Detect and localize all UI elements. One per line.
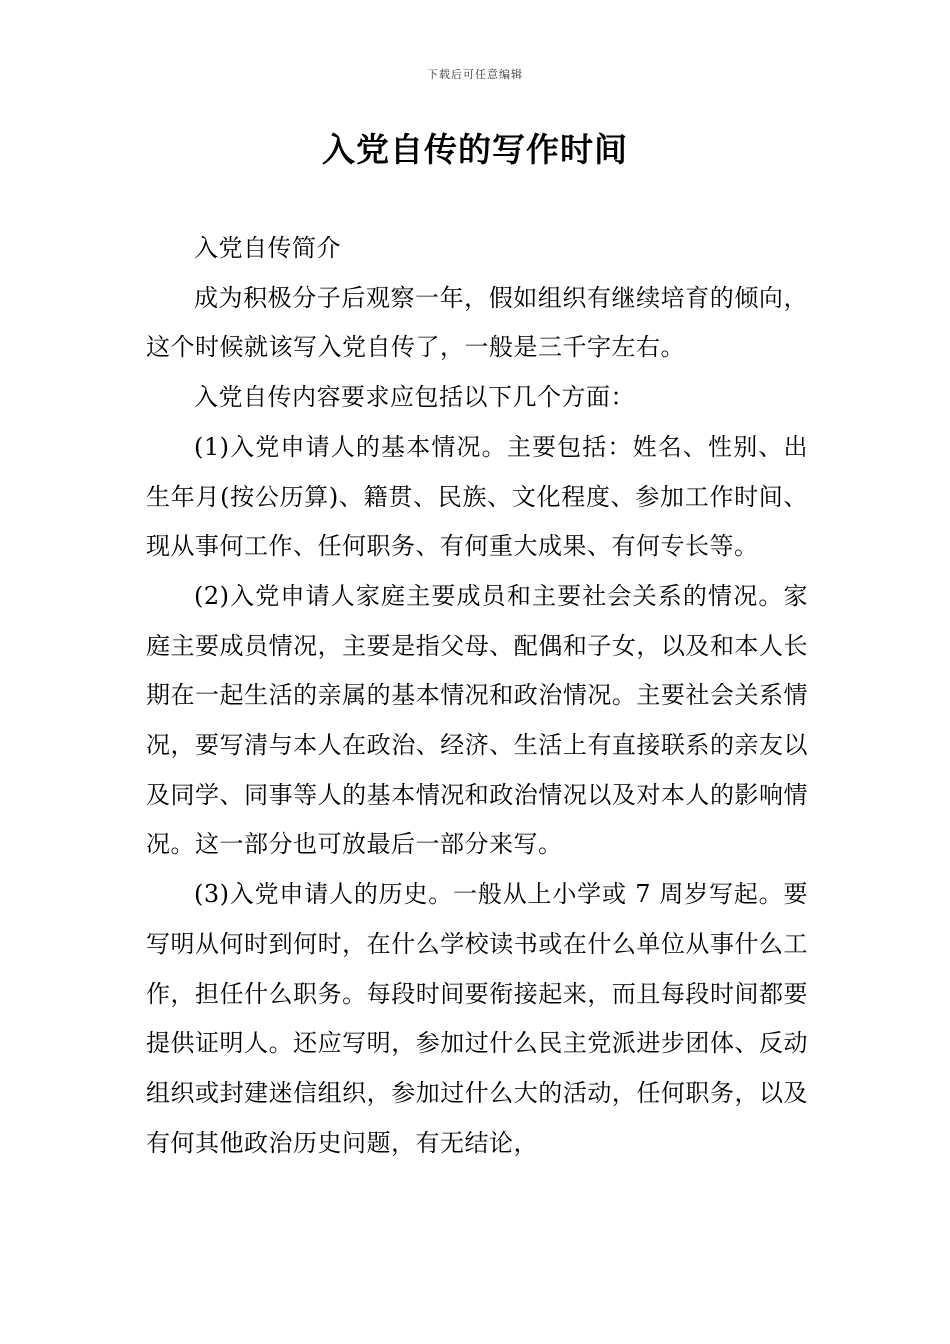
document-title: 入党自传的写作时间 (322, 130, 628, 169)
page-header-note: 下载后可任意编辑 (427, 68, 523, 81)
paragraph-timing: 成为积极分子后观察一年，假如组织有继续培育的倾向，这个时候就该写入党自传了，一般是三千字左右。 (146, 283, 808, 362)
paragraph-item-1: (1)入党申请人的基本情况。主要包括：姓名、性别、出生年月(按公历算)、籍贯、民族、文化程度、参加工作时间、现从事何工作、任何职务、有何重大成果、有何专长等。 (146, 432, 808, 561)
paragraph-item-2: (2)入党申请人家庭主要成员和主要社会关系的情况。家庭主要成员情况，主要是指父母、配偶和子女，以及和本人长期在一起生活的亲属的基本情况和政治情况。主要社会关系情况，要写清与本人在政治、经济、生活上有直接联系的亲友以及同学、同事等人的基本情况和政治情况以及对本人的影响情况。这一部分也可放最后一部分来写。 (146, 581, 808, 859)
paragraph-item-3: (3)入党申请人的历史。一般从上小学或 7 周岁写起。要写明从何时到何时，在什么学校读书或在什么单位从事什么工作，担任什么职务。每段时间要衔接起来，而且每段时间都要提供证明人。还应写明，参加过什么民主党派进步团体、反动组织或封建迷信组织，参加过什么大的活动，任何职务，以及有何其他政治历史问题，有无结论， (146, 880, 808, 1157)
document-body (146, 224, 808, 1168)
paragraph-intro-heading: 入党自传简介 (194, 234, 341, 262)
paragraph-requirements-lead: 入党自传内容要求应包括以下几个方面： (194, 383, 635, 412)
